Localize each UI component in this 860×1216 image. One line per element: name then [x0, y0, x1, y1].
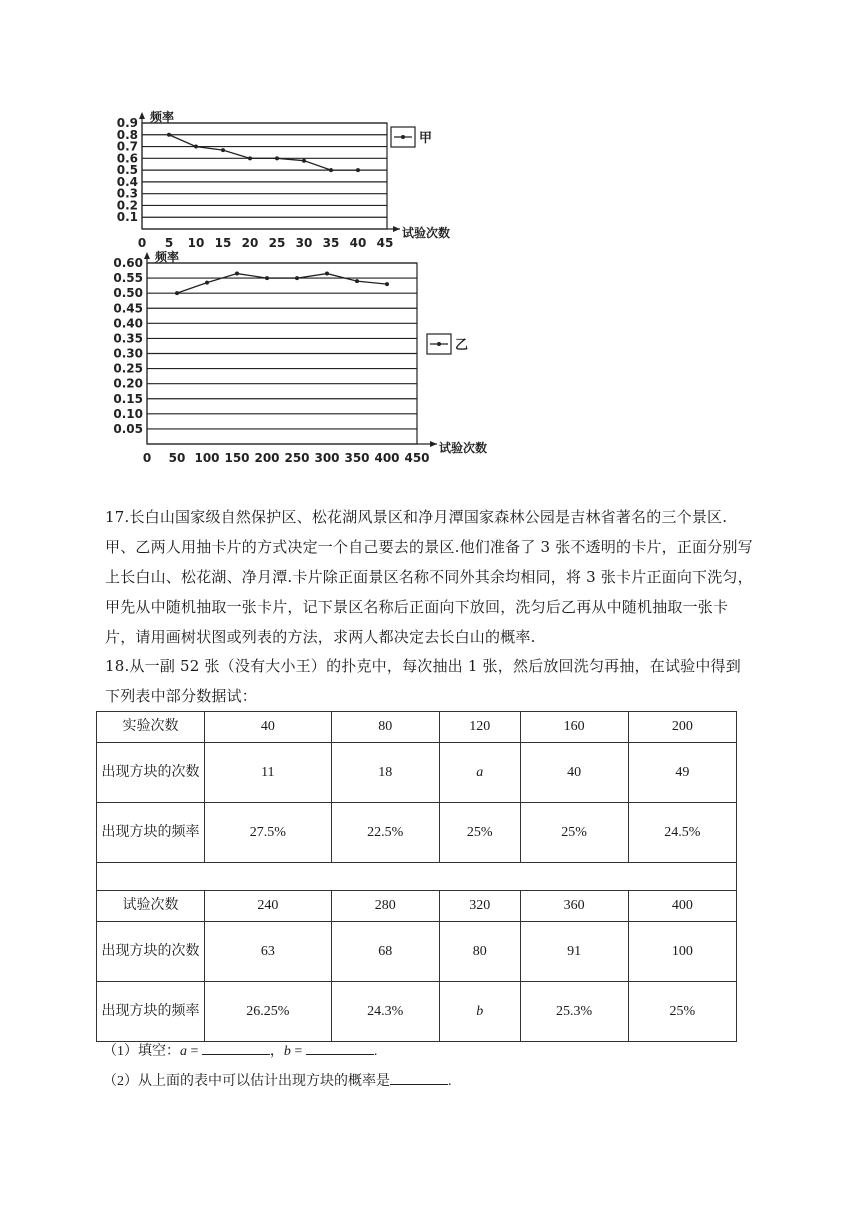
y-tick-label: 0.3: [116, 186, 138, 201]
x-tick-label: 15: [214, 236, 232, 250]
table-cell: 280: [331, 891, 439, 922]
y-tick-label: 0.50: [113, 286, 143, 301]
y-tick-label: 0.60: [113, 256, 143, 270]
table-cell: 100: [628, 922, 736, 982]
q1-var-a: a: [180, 1044, 187, 1059]
data-point: [329, 168, 333, 172]
table-cell: 240: [205, 891, 332, 922]
trial-data-table: [96, 711, 737, 1042]
x-tick-label: 0: [137, 236, 147, 250]
y-tick-label: 0.7: [116, 139, 138, 154]
table-cell: 27.5%: [205, 803, 332, 863]
x-tick-label: 30: [295, 236, 313, 250]
table-cell: 26.25%: [205, 982, 332, 1042]
x-tick-label: 350: [344, 451, 370, 465]
table-cell: 400: [628, 891, 736, 922]
y-axis-arrow: [139, 112, 145, 119]
x-tick-label: 450: [404, 451, 430, 465]
x-tick-label: 25: [268, 236, 286, 250]
y-tick-label: 0.05: [113, 421, 143, 436]
y-axis-label: 频率: [150, 110, 175, 124]
table-cell: 91: [520, 922, 628, 982]
q1-end: .: [373, 1044, 378, 1059]
table2-header-row: [97, 891, 737, 922]
problem-17-text: 17.长白山国家级自然保护区、松花湖风景区和净月潭国家森林公园是吉林省著名的三个景区.甲、乙两人用抽卡片的方式决定一个自己要去的景区.他们准备了 3 张不透明的卡片，正面分别写上长白山、松花湖、净月潭.卡片除正面景区名称不同外其余均相同，将 3 张卡片正面向下洗匀，甲先从中随机抽取一张卡片，记下景区名称后正面向下放回，洗匀后乙再从中随机抽取一张卡片，请用画树状图或列表的方法，求两人都决定去长白山的概率.: [105, 508, 753, 646]
q1-prefix: （1）填空：: [103, 1044, 180, 1059]
data-point: [385, 282, 389, 286]
table-cell: 160: [520, 712, 628, 743]
table-cell: b: [439, 982, 520, 1042]
table1-freq-label: 出现方块的频率: [97, 803, 205, 863]
y-tick-label: 0.8: [116, 127, 138, 142]
table2-freq-label: 出现方块的频率: [97, 982, 205, 1042]
x-tick-label: 250: [284, 451, 310, 465]
table-cell: 25.3%: [520, 982, 628, 1042]
question-1-fill-blank: [103, 1040, 377, 1060]
y-tick-label: 0.30: [113, 346, 143, 361]
table-cell: 11: [205, 743, 332, 803]
x-tick-label: 300: [314, 451, 340, 465]
table-cell: 120: [439, 712, 520, 743]
q1-blank-a[interactable]: [202, 1040, 270, 1055]
y-tick-label: 0.40: [113, 316, 143, 331]
data-point: [302, 159, 306, 163]
y-axis-arrow: [144, 252, 150, 259]
table2-count-row: [97, 922, 737, 982]
chart-yi: [113, 249, 487, 465]
table-cell: 22.5%: [331, 803, 439, 863]
table-cell: 200: [628, 712, 736, 743]
table-cell: 24.5%: [628, 803, 736, 863]
x-tick-label: 50: [168, 451, 186, 465]
table2-header-label: 试验次数: [97, 891, 205, 922]
table-cell: 63: [205, 922, 332, 982]
table-cell: 49: [628, 743, 736, 803]
chart-jia: [117, 109, 450, 250]
table-cell: a: [439, 743, 520, 803]
x-axis-arrow: [393, 226, 400, 232]
q1-blank-b[interactable]: [306, 1040, 374, 1055]
table1-header-row: [97, 712, 737, 743]
frequency-charts: [0, 0, 860, 480]
y-tick-label: 0.6: [116, 151, 138, 166]
question-2-fill-blank: [103, 1070, 452, 1090]
table1-header-label: 实验次数: [97, 712, 205, 743]
data-point: [248, 156, 252, 160]
data-point: [356, 168, 360, 172]
q1-eq: =: [290, 1044, 306, 1059]
x-tick-label: 0: [142, 451, 152, 465]
y-tick-label: 0.2: [116, 198, 138, 213]
data-point: [167, 133, 171, 137]
legend-marker: [401, 135, 405, 139]
y-tick-label: 0.55: [113, 271, 143, 286]
table2-freq-row: [97, 982, 737, 1042]
x-axis-label: 试验次数: [439, 441, 488, 455]
x-tick-label: 150: [224, 451, 250, 465]
q2-text: （2）从上面的表中可以估计出现方块的概率是: [103, 1074, 390, 1089]
table2-count-label: 出现方块的次数: [97, 922, 205, 982]
y-tick-label: 0.25: [113, 361, 143, 376]
legend-marker: [437, 342, 441, 346]
table-cell: 68: [331, 922, 439, 982]
q1-var-b: b: [283, 1044, 291, 1059]
x-tick-label: 5: [164, 236, 174, 250]
series-line: [169, 135, 358, 170]
legend-label: 甲: [419, 131, 433, 146]
table-cell: 320: [439, 891, 520, 922]
x-axis-label: 试验次数: [402, 226, 451, 240]
data-point: [275, 156, 279, 160]
table-cell: 40: [205, 712, 332, 743]
y-tick-label: 0.45: [113, 301, 143, 316]
y-axis-label: 频率: [155, 250, 180, 264]
data-point: [355, 279, 359, 283]
y-tick-label: 0.35: [113, 331, 143, 346]
y-tick-label: 0.15: [113, 391, 143, 406]
table-cell: 80: [331, 712, 439, 743]
y-tick-label: 0.9: [116, 116, 138, 130]
x-tick-label: 45: [376, 236, 394, 250]
y-tick-label: 0.4: [116, 174, 138, 189]
table1-count-row: [97, 743, 737, 803]
legend-label: 乙: [455, 338, 469, 353]
table-cell: 18: [331, 743, 439, 803]
y-tick-label: 0.5: [116, 163, 138, 178]
y-tick-label: 0.20: [113, 376, 143, 391]
q1-eq: =: [187, 1044, 202, 1059]
x-axis-arrow: [430, 441, 437, 447]
table-cell: 80: [439, 922, 520, 982]
q2-end: .: [448, 1074, 452, 1089]
data-point: [205, 281, 209, 285]
table1-freq-row: [97, 803, 737, 863]
x-tick-label: 10: [187, 236, 205, 250]
data-point: [194, 145, 198, 149]
q1-sep: ，: [269, 1044, 284, 1059]
y-tick-label: 0.1: [116, 210, 138, 225]
data-point: [235, 272, 239, 276]
x-tick-label: 20: [241, 236, 259, 250]
x-tick-label: 200: [254, 451, 280, 465]
data-point: [175, 291, 179, 295]
x-tick-label: 40: [349, 236, 367, 250]
table-spacer-row: [97, 863, 737, 891]
x-tick-label: 100: [194, 451, 220, 465]
x-tick-label: 400: [374, 451, 400, 465]
x-tick-label: 35: [322, 236, 340, 250]
data-point: [221, 148, 225, 152]
y-tick-label: 0.10: [113, 406, 143, 421]
q2-blank[interactable]: [390, 1070, 448, 1085]
table-cell: 24.3%: [331, 982, 439, 1042]
table-cell: 25%: [628, 982, 736, 1042]
table-spacer-cell: [97, 863, 737, 891]
table-cell: 360: [520, 891, 628, 922]
data-point: [295, 276, 299, 280]
data-point: [265, 276, 269, 280]
problem-18-text: 18.从一副 52 张（没有大小王）的扑克中，每次抽出 1 张，然后放回洗匀再抽，在试验中得到下列表中部分数据试：: [105, 657, 741, 705]
table-cell: 25%: [439, 803, 520, 863]
table-cell: 25%: [520, 803, 628, 863]
table-cell: 40: [520, 743, 628, 803]
table1-count-label: 出现方块的次数: [97, 743, 205, 803]
data-point: [325, 272, 329, 276]
